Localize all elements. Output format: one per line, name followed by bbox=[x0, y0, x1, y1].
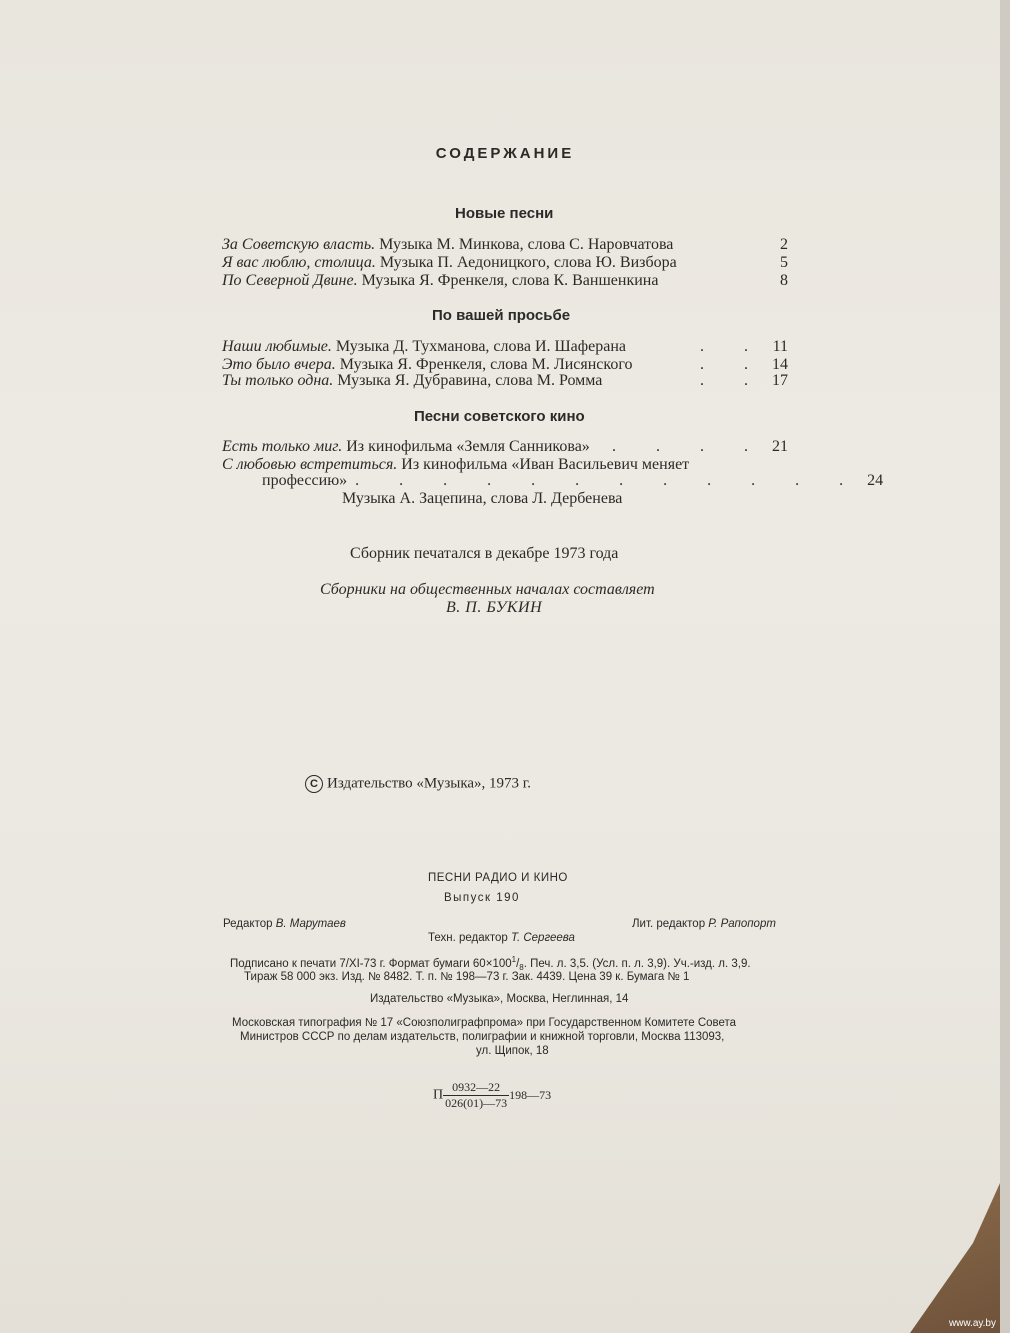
entry-credits: Музыка Я. Френкеля, слова М. Лисянского bbox=[335, 356, 633, 373]
leader-dots: . . bbox=[700, 356, 766, 373]
compiler-name: В. П. БУКИН bbox=[446, 599, 543, 616]
series-title: ПЕСНИ РАДИО И КИНО bbox=[428, 872, 568, 884]
code-denominator: 026(01)—73 bbox=[445, 1096, 508, 1110]
page-title: СОДЕРЖАНИЕ bbox=[435, 145, 575, 162]
leader-dots bbox=[658, 272, 766, 290]
film-songs-credit: Музыка А. Зацепина, слова Л. Дербенева bbox=[342, 490, 623, 507]
tech-editor-name: Т. Сергеева bbox=[510, 932, 575, 944]
code-fraction bbox=[443, 1080, 509, 1111]
signed-text-tail: . Печ. л. 3,5. (Усл. п. л. 3,9). Уч.-изд. л. 3,9. bbox=[523, 957, 751, 970]
toc-entry bbox=[222, 236, 788, 254]
toc-entry bbox=[222, 272, 788, 290]
entry-credits: Из кинофильма «Иван Васильевич меняет bbox=[397, 456, 690, 473]
editor-name: В. Марутаев bbox=[275, 918, 346, 930]
format-frac-den: 8 bbox=[519, 963, 524, 973]
printer-line-3: ул. Щипок, 18 bbox=[476, 1045, 549, 1057]
toc-entry-continuation bbox=[262, 472, 884, 490]
compiler-line: Сборники на общественных началах составляет bbox=[320, 581, 655, 598]
toc-entry bbox=[222, 338, 788, 356]
leader-dots: . . . . bbox=[612, 438, 766, 455]
song-title: Ты только одна. bbox=[222, 372, 334, 389]
song-title: По Северной Двине. bbox=[222, 272, 358, 289]
code-letter: П bbox=[433, 1087, 444, 1103]
code-numerator: 0932—22 bbox=[443, 1080, 509, 1096]
page-number: 21 bbox=[772, 438, 788, 455]
section-heading-film-songs: Песни советского кино bbox=[414, 408, 585, 425]
watermark: www.ay.by bbox=[948, 1318, 996, 1329]
lit-editor-name: Р. Рапопорт bbox=[708, 918, 776, 930]
signed-text: Подписано к печати 7/XI-73 г. Формат бумаги 60 bbox=[230, 957, 486, 970]
printed-note: Сборник печатался в декабре 1973 года bbox=[350, 545, 619, 562]
page-number: 2 bbox=[780, 236, 788, 253]
page-number: 8 bbox=[780, 272, 788, 289]
page-number: 11 bbox=[772, 338, 788, 355]
circulation-line: Тираж 58 000 экз. Изд. № 8482. Т. п. № 198—73 г. Зак. 4439. Цена 39 к. Бумага № 1 bbox=[244, 971, 690, 983]
tech-editor-label: Техн. редактор bbox=[428, 932, 511, 944]
entry-credits: Музыка Я. Дубравина, слова М. Ромма bbox=[333, 372, 603, 389]
leader-dots: . . . . . . . . . . . . bbox=[355, 472, 862, 489]
toc-entry bbox=[222, 254, 788, 272]
song-title: Наши любимые. bbox=[222, 338, 332, 355]
entry-credits: профессию» bbox=[262, 472, 348, 489]
entry-credits: Музыка П. Аедоницкого, слова Ю. Визбора bbox=[375, 254, 677, 271]
copyright-line bbox=[305, 775, 531, 793]
catalog-code bbox=[433, 1080, 551, 1111]
leader-dots: . . bbox=[700, 338, 766, 355]
format-times: × bbox=[485, 957, 493, 970]
format-whole: 100 bbox=[492, 957, 512, 970]
entry-credits: Из кинофильма «Земля Санникова» bbox=[342, 438, 590, 455]
copyright-icon: C bbox=[305, 775, 323, 793]
printer-line-1: Московская типография № 17 «Союзполиграфпрома» при Государственном Комитете Совета bbox=[232, 1017, 737, 1029]
lit-editor-line bbox=[632, 918, 776, 930]
code-tail: 198—73 bbox=[509, 1088, 552, 1102]
copyright-text: Издательство «Музыка», 1973 г. bbox=[327, 775, 532, 792]
song-title: Есть только миг. bbox=[222, 438, 343, 455]
toc-entry bbox=[222, 372, 788, 390]
entry-credits: Музыка Я. Френкеля, слова К. Ваншенкина bbox=[357, 272, 659, 289]
toc-entry bbox=[222, 438, 788, 456]
page-number: 17 bbox=[772, 372, 788, 389]
song-title: Я вас люблю, столица. bbox=[222, 254, 376, 271]
section-heading-by-request: По вашей просьбе bbox=[432, 307, 571, 324]
format-frac-num: 1 bbox=[511, 955, 517, 964]
lit-editor-label: Лит. редактор bbox=[632, 918, 709, 930]
issue-number: Выпуск 190 bbox=[444, 892, 520, 904]
leader-dots bbox=[673, 236, 766, 254]
song-title: Это было вчера. bbox=[222, 356, 336, 373]
page-number: 24 bbox=[867, 472, 884, 489]
section-heading-new-songs: Новые песни bbox=[455, 205, 554, 222]
tech-editor-line bbox=[428, 932, 575, 944]
printer-line-2: Министров СССР по делам издательств, полиграфии и книжной торговли, Москва 113093, bbox=[240, 1031, 725, 1043]
leader-dots: . . bbox=[700, 372, 766, 389]
entry-credits: Музыка Д. Тухманова, слова И. Шаферана bbox=[331, 338, 626, 355]
publisher-address: Издательство «Музыка», Москва, Неглинная, 14 bbox=[370, 993, 629, 1005]
page-number: 14 bbox=[772, 356, 788, 373]
leader-dots bbox=[677, 254, 766, 272]
song-title: За Советскую власть. bbox=[222, 236, 376, 253]
page-number: 5 bbox=[780, 254, 788, 271]
signed-line: Подписано к печати 7/XI-73 г. Формат бумаги $60\times 100^1/_8$. Печ. л. 3,5. (Усл. п. л. 3,9). Уч.-изд. л. 3,9. bbox=[230, 955, 751, 973]
entry-credits: Музыка М. Минкова, слова С. Наровчатова bbox=[375, 236, 674, 253]
song-title: С любовью встретиться. bbox=[222, 456, 398, 473]
editor-label: Редактор bbox=[223, 918, 276, 930]
editor-line bbox=[223, 918, 346, 930]
